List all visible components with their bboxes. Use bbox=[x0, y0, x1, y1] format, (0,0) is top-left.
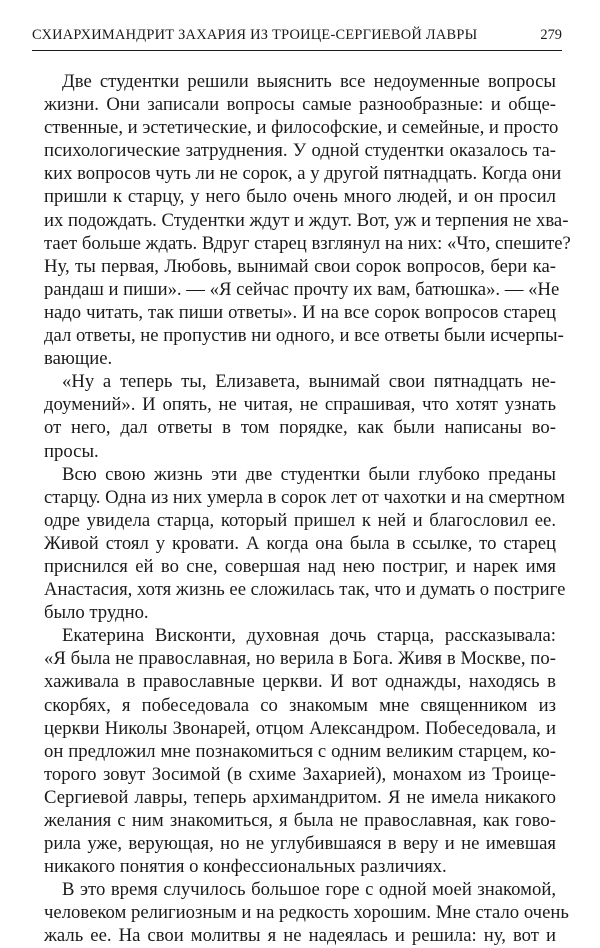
text-line: Живой стоял у кровати. А когда она была в ссылке, то старец bbox=[44, 532, 556, 554]
text-line: рила уже, верующая, но не углубившаяся в веру и не имевшая bbox=[44, 833, 556, 855]
text-line: Две студентки решили выяснить все недоуменные вопросы bbox=[62, 71, 556, 92]
text-line: В это время случилось большое горе с одной моей знакомой, bbox=[62, 879, 556, 901]
text-line: торого зовут Зосимой (в схиме Захарией), монахом из Троице- bbox=[44, 763, 556, 785]
header-rule bbox=[32, 50, 562, 51]
text-line: Сергиевой лавры, теперь архимандритом. Я не имела никакого bbox=[44, 786, 556, 808]
text-line: жаль ее. На свои молитвы я не надеялась и решила: ну, вот и bbox=[44, 925, 556, 947]
running-head-title: СХИАРХИМАНДРИТ ЗАХАРИЯ ИЗ ТРОИЦЕ-СЕРГИЕВОЙ ЛАВРЫ bbox=[32, 27, 478, 43]
text-line: церкви Николы Звонарей, отцом Александром. Побеседовала, и bbox=[44, 717, 556, 739]
text-line: желания с ним знакомиться, я была не православная, как гово- bbox=[44, 810, 556, 831]
text-line: ких вопросов чуть ли не сорок, а у другой пятнадцать. Когда они bbox=[44, 163, 562, 185]
text-line: хаживала в православные церкви. И вот однажды, находясь в bbox=[44, 671, 556, 693]
running-head bbox=[32, 27, 562, 49]
text-line: пришли к старцу, у него было очень много людей, и он просил bbox=[44, 186, 556, 208]
text-line: просы. bbox=[44, 440, 99, 462]
text-line: Всю свою жизнь эти две студентки были глубоко преданы bbox=[62, 463, 556, 485]
text-line: ственные, и эстетические, и философские, и семейные, и просто bbox=[44, 117, 559, 139]
text-line: надо читать, так пиши ответы». И на все сорок вопросов старец bbox=[44, 301, 556, 323]
text-line: вающие. bbox=[44, 348, 113, 370]
text-line: жизни. Они записали вопросы самые разнообразные: и обще- bbox=[44, 94, 556, 116]
text-line: скорбях, я побеседовала со знакомым мне священником из bbox=[44, 694, 556, 716]
text-line: психологические затруднения. У одной студентки оказалось та- bbox=[44, 140, 556, 162]
text-line: приснился ей во сне, совершая над нею постриг, и нарек имя bbox=[44, 555, 556, 577]
text-line: Екатерина Висконти, духовная дочь старца, рассказывала: bbox=[62, 625, 556, 647]
page-number: 279 bbox=[540, 27, 562, 43]
text-line: их подождать. Студентки ждут и ждут. Вот, уж и терпения не хва- bbox=[44, 209, 569, 231]
text-line: «Я была не православная, но верила в Бога. Живя в Москве, по- bbox=[44, 648, 556, 670]
text-line: от него, дал ответы в том порядке, как были написаны во- bbox=[44, 417, 556, 439]
text-line: он предложил мне познакомиться с одним великим старцем, ко- bbox=[44, 740, 556, 762]
text-line: одре увидела старца, который пришел к ней и благословил ее. bbox=[44, 509, 556, 531]
text-line: было трудно. bbox=[44, 602, 149, 624]
text-line: старцу. Одна из них умерла в сорок лет от чахотки и на смертном bbox=[44, 486, 565, 508]
text-line: «Ну а теперь ты, Елизавета, вынимай свои пятнадцать не- bbox=[62, 371, 556, 393]
text-line: никакого понятия о конфессиональных различиях. bbox=[44, 856, 447, 878]
text-line: Анастасия, хотя жизнь ее сложилась так, что и думать о постриге bbox=[44, 579, 566, 601]
text-line: тает больше ждать. Вдруг старец взглянул на них: «Что, спешите? bbox=[44, 232, 571, 254]
text-line: человеком религиозным и на редкость хорошим. Мне стало очень bbox=[44, 902, 569, 924]
text-line: дал ответы, не пропустив ни одного, и все ответы были исчерпы- bbox=[44, 325, 564, 347]
text-line: Ну, ты первая, Любовь, вынимай свои сорок вопросов, бери ка- bbox=[44, 255, 556, 277]
body-text bbox=[44, 70, 571, 948]
text-line: доумений». И опять, не читая, не спрашивая, что хотят узнать bbox=[44, 394, 556, 416]
text-line: рандаш и пиши». — «Я сейчас прочту их вам, батюшка». — «Не bbox=[44, 278, 560, 300]
